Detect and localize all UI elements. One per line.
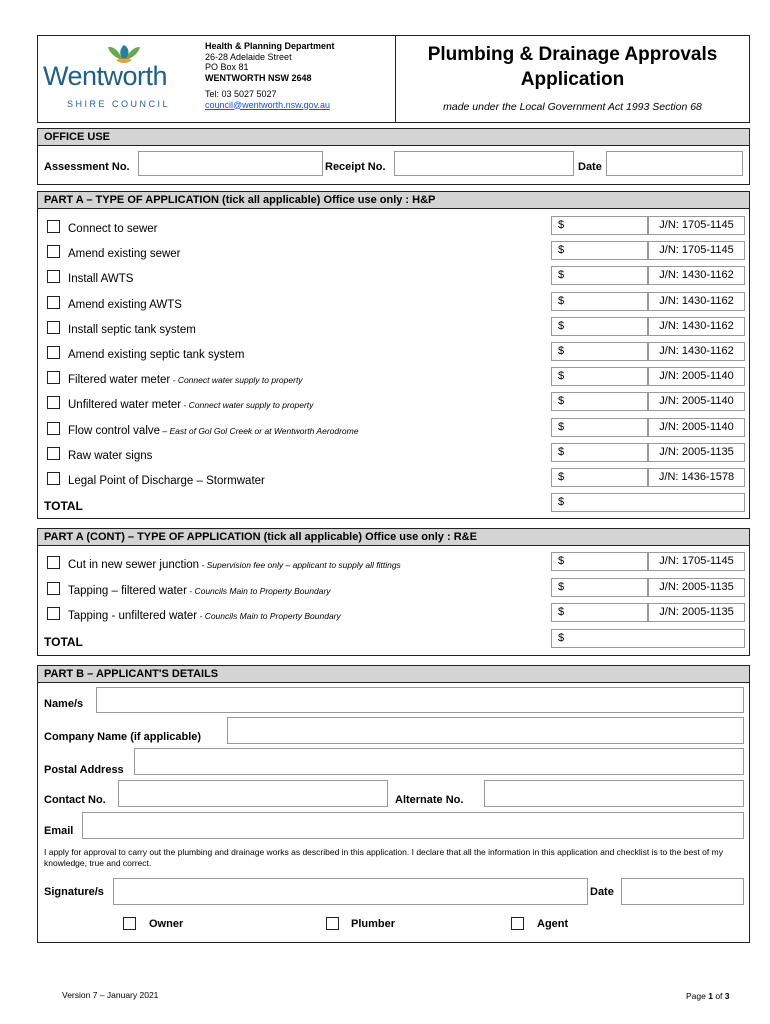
application-type-name: Tapping - unfiltered water	[68, 610, 198, 622]
application-type-name: Amend existing septic tank system	[68, 349, 245, 361]
part-a-section	[37, 191, 750, 519]
application-type-label	[68, 223, 158, 235]
job-number-field: J/N: 2005-1140	[648, 418, 745, 437]
declaration-text: I apply for approval to carry out the plumbing and drainage works as described in this application. I declare that all the information in this application and checklist is to the best of my knowledge, true and correct.	[44, 847, 723, 868]
application-type-label	[68, 248, 181, 260]
job-number-field: J/N: 1430-1162	[648, 317, 745, 336]
application-type-note: - Supervision fee only – applicant to supply all fittings	[199, 560, 401, 570]
plumber-checkbox[interactable]	[326, 917, 339, 930]
page-current: 1	[708, 991, 713, 1001]
owner-label: Owner	[149, 918, 184, 930]
name-label: Name/s	[44, 698, 84, 710]
application-type-label	[68, 324, 196, 336]
council-email-link[interactable]: council@wentworth.nsw.gov.au	[205, 99, 331, 110]
job-number-field: J/N: 1705-1145	[648, 216, 745, 235]
fee-amount-input[interactable]: $	[551, 342, 648, 361]
application-type-note: – East of Gol Gol Creek or at Wentworth Aerodrome	[160, 425, 359, 436]
application-type-name: Amend existing AWTS	[68, 298, 182, 311]
contact-label: Contact No.	[44, 794, 106, 806]
job-number-field: J/N: 1705-1145	[648, 241, 745, 260]
email-input[interactable]	[82, 812, 744, 839]
fee-amount-input[interactable]: $	[551, 578, 648, 597]
application-type-label	[68, 374, 303, 386]
application-type-note: - Connect water supply to property	[181, 400, 314, 411]
fee-amount-input[interactable]: $	[551, 418, 648, 437]
town: WENTWORTH NSW 2648	[205, 72, 312, 83]
name-input[interactable]	[96, 687, 744, 713]
fee-amount-input[interactable]: $	[551, 468, 648, 487]
application-type-checkbox[interactable]	[47, 270, 60, 283]
signature-label: Signature/s	[44, 886, 104, 898]
office-use-heading: OFFICE USE	[38, 129, 749, 146]
application-type-label	[68, 399, 313, 411]
job-number-field: J/N: 1430-1162	[648, 292, 745, 311]
receipt-label: Receipt No.	[325, 161, 386, 173]
application-type-label	[68, 299, 182, 311]
fee-amount-input[interactable]: $	[551, 266, 648, 285]
application-type-name: Flow control valve	[68, 424, 161, 437]
part-a-total-label: TOTAL	[44, 499, 83, 513]
fee-amount-input[interactable]: $	[551, 216, 648, 235]
job-number-field: J/N: 2005-1140	[648, 392, 745, 411]
assessment-input[interactable]	[138, 151, 323, 176]
application-type-name: Unfiltered water meter	[68, 399, 182, 412]
postal-input[interactable]	[134, 748, 744, 775]
part-a-heading: PART A – TYPE OF APPLICATION (tick all applicable) Office use only : H&P	[38, 192, 749, 209]
job-number-field: J/N: 1430-1162	[648, 266, 745, 285]
telephone: Tel: 03 5027 5027	[205, 89, 277, 99]
fee-amount-input[interactable]: $	[551, 292, 648, 311]
job-number-field: J/N: 1430-1162	[648, 342, 745, 361]
page-total: 3	[724, 991, 730, 1001]
job-number-field: J/N: 2005-1135	[648, 603, 745, 622]
application-type-note: - Connect water supply to property	[170, 375, 303, 386]
signature-input[interactable]	[113, 878, 588, 905]
form-title-line2: Application	[520, 69, 625, 90]
office-use-section	[37, 128, 750, 185]
alternate-input[interactable]	[484, 780, 744, 807]
logo-wordmark: Wentworth	[43, 61, 168, 91]
application-type-name: Connect to sewer	[68, 223, 158, 235]
signature-date-label: Date	[590, 886, 614, 898]
application-type-label	[68, 349, 244, 361]
application-type-name: Install septic tank system	[68, 323, 196, 336]
form-subtitle: made under the Local Government Act 1993 Section 68	[443, 101, 702, 113]
application-type-name: Amend existing sewer	[68, 248, 181, 261]
version-text: Version 7 – January 2021	[62, 990, 159, 1000]
application-type-label	[68, 559, 401, 571]
job-number-field: J/N: 1705-1145	[648, 552, 745, 571]
fee-amount-input[interactable]: $	[551, 392, 648, 411]
company-label: Company Name (if applicable)	[44, 731, 202, 743]
street-address: 26-28 Adelaide Street	[205, 51, 292, 62]
postal-label: Postal Address	[44, 764, 124, 776]
application-type-name: Tapping – filtered water	[68, 584, 187, 597]
fee-amount-input[interactable]: $	[551, 317, 648, 336]
application-type-name: Legal Point of Discharge – Stormwater	[68, 475, 265, 487]
title-block	[395, 36, 749, 122]
part-b-section	[37, 665, 750, 943]
application-type-checkbox[interactable]	[47, 422, 60, 435]
council-logo	[38, 36, 205, 122]
council-address	[205, 36, 395, 122]
application-type-label	[68, 425, 358, 437]
email-label: Email	[44, 825, 74, 837]
application-type-name: Raw water signs	[68, 449, 153, 462]
application-type-checkbox[interactable]	[47, 447, 60, 460]
form-header	[37, 35, 750, 123]
logo-subtitle: SHIRE COUNCIL	[67, 99, 171, 109]
application-type-note: - Councils Main to Property Boundary	[197, 611, 341, 621]
part-a-cont-section	[37, 528, 750, 656]
application-type-checkbox[interactable]	[47, 556, 60, 569]
page-prefix: Page	[686, 991, 709, 1001]
application-type-checkbox[interactable]	[47, 346, 60, 359]
application-type-checkbox[interactable]	[47, 321, 60, 334]
application-type-label	[68, 475, 265, 487]
application-type-checkbox[interactable]	[47, 371, 60, 384]
job-number-field: J/N: 2005-1140	[648, 367, 745, 386]
agent-label: Agent	[537, 918, 569, 930]
part-a-cont-total-input[interactable]: $	[551, 629, 745, 648]
part-a-total-input[interactable]: $	[551, 493, 745, 512]
department-name: Health & Planning Department	[205, 41, 335, 51]
contact-input[interactable]	[118, 780, 388, 807]
application-type-checkbox[interactable]	[47, 296, 60, 309]
part-a-cont-total-label: TOTAL	[44, 635, 83, 649]
application-type-checkbox[interactable]	[47, 607, 60, 620]
po-box: PO Box 81	[205, 62, 249, 72]
agent-checkbox[interactable]	[511, 917, 524, 930]
part-a-cont-heading: PART A (CONT) – TYPE OF APPLICATION (tick all applicable) Office use only : R&E	[38, 529, 749, 546]
form-title-line1: Plumbing & Drainage Approvals	[427, 44, 718, 65]
job-number-field: J/N: 2005-1135	[648, 443, 745, 462]
assessment-label: Assessment No.	[44, 161, 130, 173]
job-number-field: J/N: 1436-1578	[648, 468, 745, 487]
application-type-label	[68, 610, 341, 622]
office-date-input[interactable]	[606, 151, 743, 176]
application-type-label	[68, 585, 331, 597]
page-number	[686, 991, 730, 1001]
application-type-name: Cut in new sewer junction	[68, 559, 200, 571]
application-type-name: Install AWTS	[68, 273, 134, 286]
fee-amount-input[interactable]: $	[551, 552, 648, 571]
application-type-checkbox[interactable]	[47, 582, 60, 595]
fee-amount-input[interactable]: $	[551, 241, 648, 260]
application-type-checkbox[interactable]	[47, 396, 60, 409]
fee-amount-input[interactable]: $	[551, 367, 648, 386]
part-b-heading: PART B – APPLICANT'S DETAILS	[38, 666, 749, 683]
application-type-name: Filtered water meter	[68, 374, 171, 387]
application-type-note: - Councils Main to Property Boundary	[186, 585, 331, 596]
signature-date-input[interactable]	[621, 878, 744, 905]
job-number-field: J/N: 2005-1135	[648, 578, 745, 597]
receipt-input[interactable]	[394, 151, 574, 176]
application-type-label	[68, 273, 133, 285]
owner-checkbox[interactable]	[123, 917, 136, 930]
application-type-checkbox[interactable]	[47, 472, 60, 485]
application-type-checkbox[interactable]	[47, 245, 60, 258]
company-input[interactable]	[227, 717, 744, 744]
application-type-label	[68, 450, 152, 462]
fee-amount-input[interactable]: $	[551, 443, 648, 462]
application-type-checkbox[interactable]	[47, 220, 60, 233]
page-of: of	[712, 991, 725, 1001]
fee-amount-input[interactable]: $	[551, 603, 648, 622]
alternate-label: Alternate No.	[395, 794, 464, 806]
plumber-label: Plumber	[351, 918, 396, 930]
office-date-label: Date	[578, 161, 602, 173]
